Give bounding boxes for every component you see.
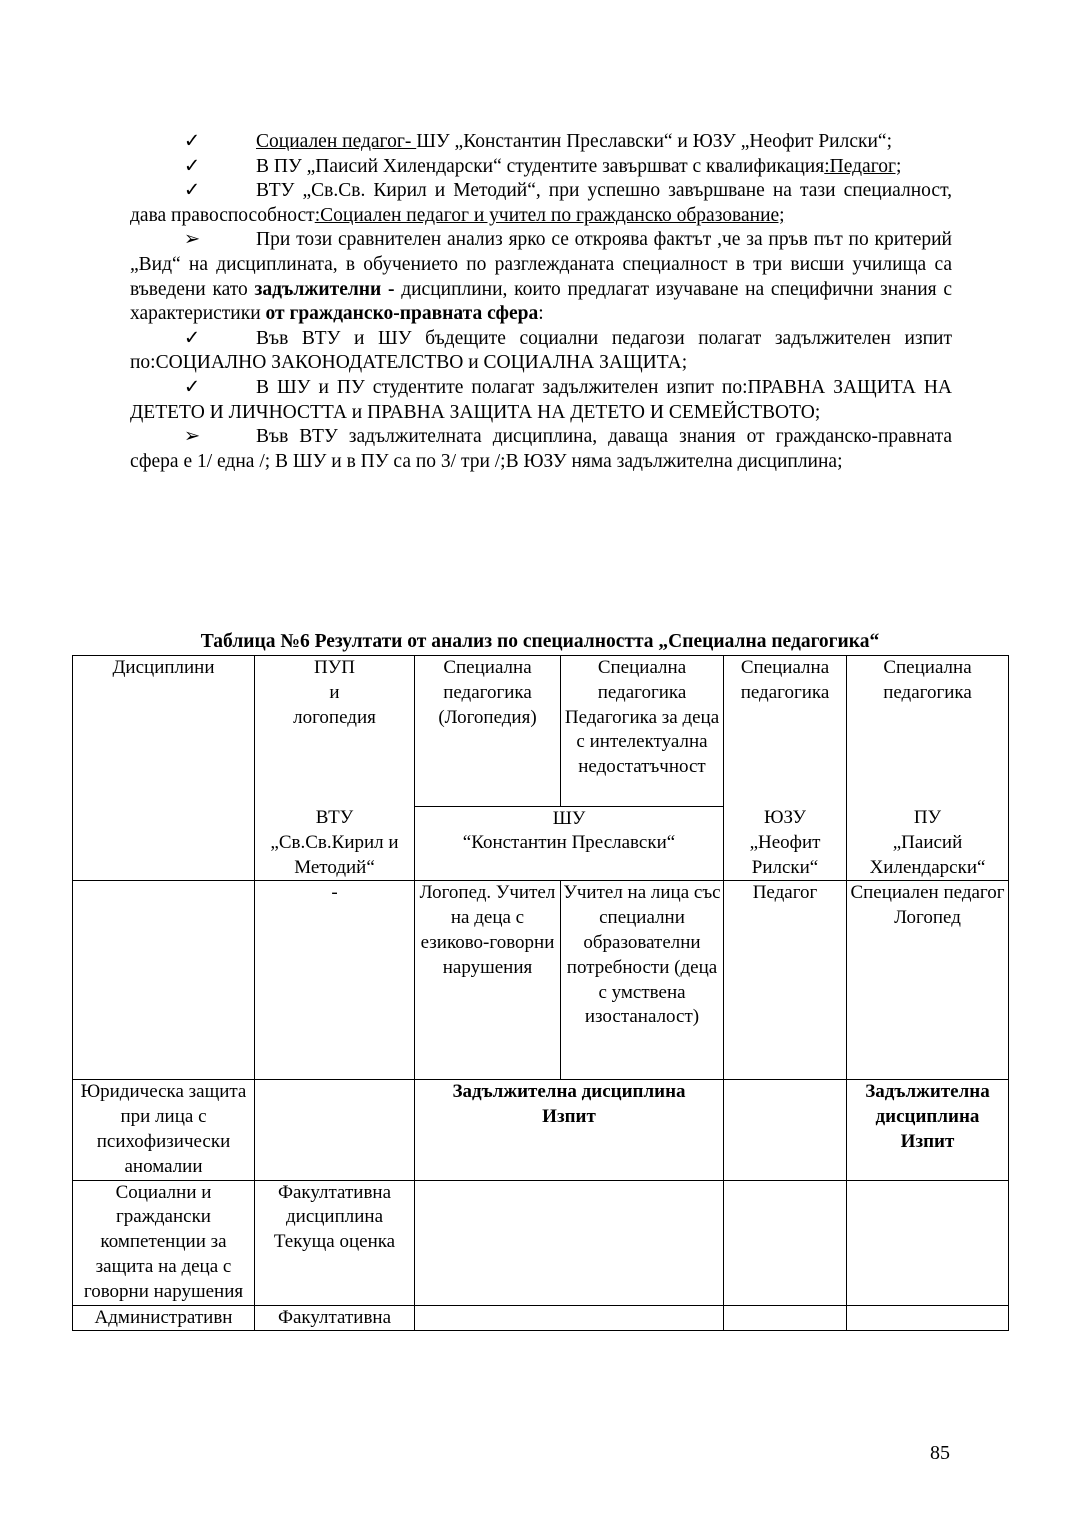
underlined-text: Социален педагог- (256, 131, 417, 152)
paragraph-7 (130, 425, 952, 474)
header-spec2: Специална педагогика (Логопедия) (415, 656, 561, 807)
text: В ПУ „Паисий Хилендарски“ студентите завършват с квалификация (256, 155, 825, 177)
header-spec4: Специална педагогика (724, 656, 847, 807)
text: ВТУ „Св.Св. Кирил и Методий“, при успешно завършване на тази специалност, дава правоспособност (130, 180, 952, 226)
discipline-name: Юридическа защита при лица с психофизически аномалии (73, 1080, 255, 1180)
university-pu: ПУ „Паисий Хилендарски“ (847, 806, 1009, 881)
discipline-shu: Задължителна дисциплина Изпит (415, 1080, 724, 1180)
discipline-pu: Задължителна дисциплина Изпит (847, 1080, 1009, 1180)
qualification-label-cell (73, 881, 255, 1080)
check-icon: ✓ (183, 327, 201, 349)
header-disciplines: Дисциплини (73, 656, 255, 881)
text: При този сравнителен анализ ярко се откроява фактът ,че за пръв път по критерий „Вид“ на дисциплината, в обучението по разглежданата специалност в три висши училища са въведени като (130, 229, 952, 300)
header-spec3: Специална педагогика Педагогика за деца с интелектуална недостатъчност (561, 656, 724, 807)
paragraph-4 (130, 228, 952, 326)
discipline-shu (415, 1305, 724, 1331)
paragraph-block (130, 130, 952, 474)
table-row (73, 656, 1009, 807)
underlined-text: :Педагог; (824, 155, 902, 177)
bold-text: от гражданско-правната сфера (265, 303, 539, 325)
text: ШУ „Константин Преславски“ и ЮЗУ „Неофит Рилски“; (416, 131, 892, 152)
text: Във ВТУ задължителната дисциплина, даваща знания от гражданско-правната сфера е 1/ една /; В ШУ и в ПУ са по 3/ три /;В ЮЗУ няма задължителна дисциплина; (130, 426, 952, 472)
paragraph-1 (130, 130, 952, 155)
paragraph-2 (130, 155, 952, 180)
discipline-pu (847, 1180, 1009, 1305)
page-number: 85 (930, 1442, 950, 1464)
university-vtu: ВТУ „Св.Св.Кирил и Методий“ (255, 806, 415, 881)
qualification-yuzu: Педагог (724, 881, 847, 1080)
check-icon: ✓ (183, 180, 201, 202)
qualification-shu-1: Логопед. Учител на деца с езиково-говорни нарушения (415, 881, 561, 1080)
header-spec5: Специална педагогика (847, 656, 1009, 807)
arrow-icon: ➢ (183, 426, 201, 448)
discipline-pu (847, 1305, 1009, 1331)
header-spec1: ПУП и логопедия (255, 656, 415, 807)
university-shu: ШУ “Константин Преславски“ (415, 806, 724, 881)
table-row (73, 1180, 1009, 1305)
table-title: Таблица №6 Резултати от анализ по специалността „Специална педагогика“ (200, 631, 880, 652)
discipline-vtu: Факултативна дисциплина Текуща оценка (255, 1180, 415, 1305)
qualification-pu: Специален педагог Логопед (847, 881, 1009, 1080)
paragraph-6 (130, 376, 952, 425)
check-icon: ✓ (183, 376, 201, 398)
discipline-name: Административн (73, 1305, 255, 1331)
table-row (73, 1080, 1009, 1180)
discipline-shu (415, 1180, 724, 1305)
text: Във ВТУ и ШУ бъдещите социални педагози полагат задължителен изпит по:СОЦИАЛНО ЗАКОНОДАТЕЛСТВО и СОЦИАЛНА ЗАЩИТА; (130, 327, 952, 374)
qualification-vtu: - (255, 881, 415, 1080)
check-icon: ✓ (183, 131, 201, 152)
check-icon: ✓ (183, 155, 201, 177)
text: дисциплини, които предлагат изучаване на специфични знания с характеристики (130, 278, 952, 325)
paragraph-5 (130, 327, 952, 376)
text: В ШУ и ПУ студентите полагат задължителен изпит по:ПРАВНА ЗАЩИТА НА ДЕТЕТО И ЛИЧНОСТТА и ПРАВНА ЗАЩИТА НА ДЕТЕТО И СЕМЕЙСТВОТО; (130, 376, 952, 423)
qualification-shu-2: Учител на лица със специални образователни потребности (деца с умствена изостаналост) (561, 881, 724, 1080)
bold-text: задължителни - (254, 278, 402, 300)
discipline-yuzu (724, 1305, 847, 1331)
text: : (538, 303, 544, 325)
discipline-vtu (255, 1080, 415, 1180)
university-yuzu: ЮЗУ „Неофит Рилски“ (724, 806, 847, 881)
discipline-yuzu (724, 1080, 847, 1180)
paragraph-3 (130, 179, 952, 228)
discipline-name: Социални и граждански компетенции за защита на деца с говорни нарушения (73, 1180, 255, 1305)
discipline-vtu: Факултативна (255, 1305, 415, 1331)
underlined-text: :Социален педагог и учител по гражданско образование; (314, 204, 785, 226)
discipline-yuzu (724, 1180, 847, 1305)
arrow-icon: ➢ (183, 229, 201, 251)
table-row (73, 881, 1009, 1080)
table-row (73, 1305, 1009, 1331)
results-table (72, 655, 1009, 1331)
